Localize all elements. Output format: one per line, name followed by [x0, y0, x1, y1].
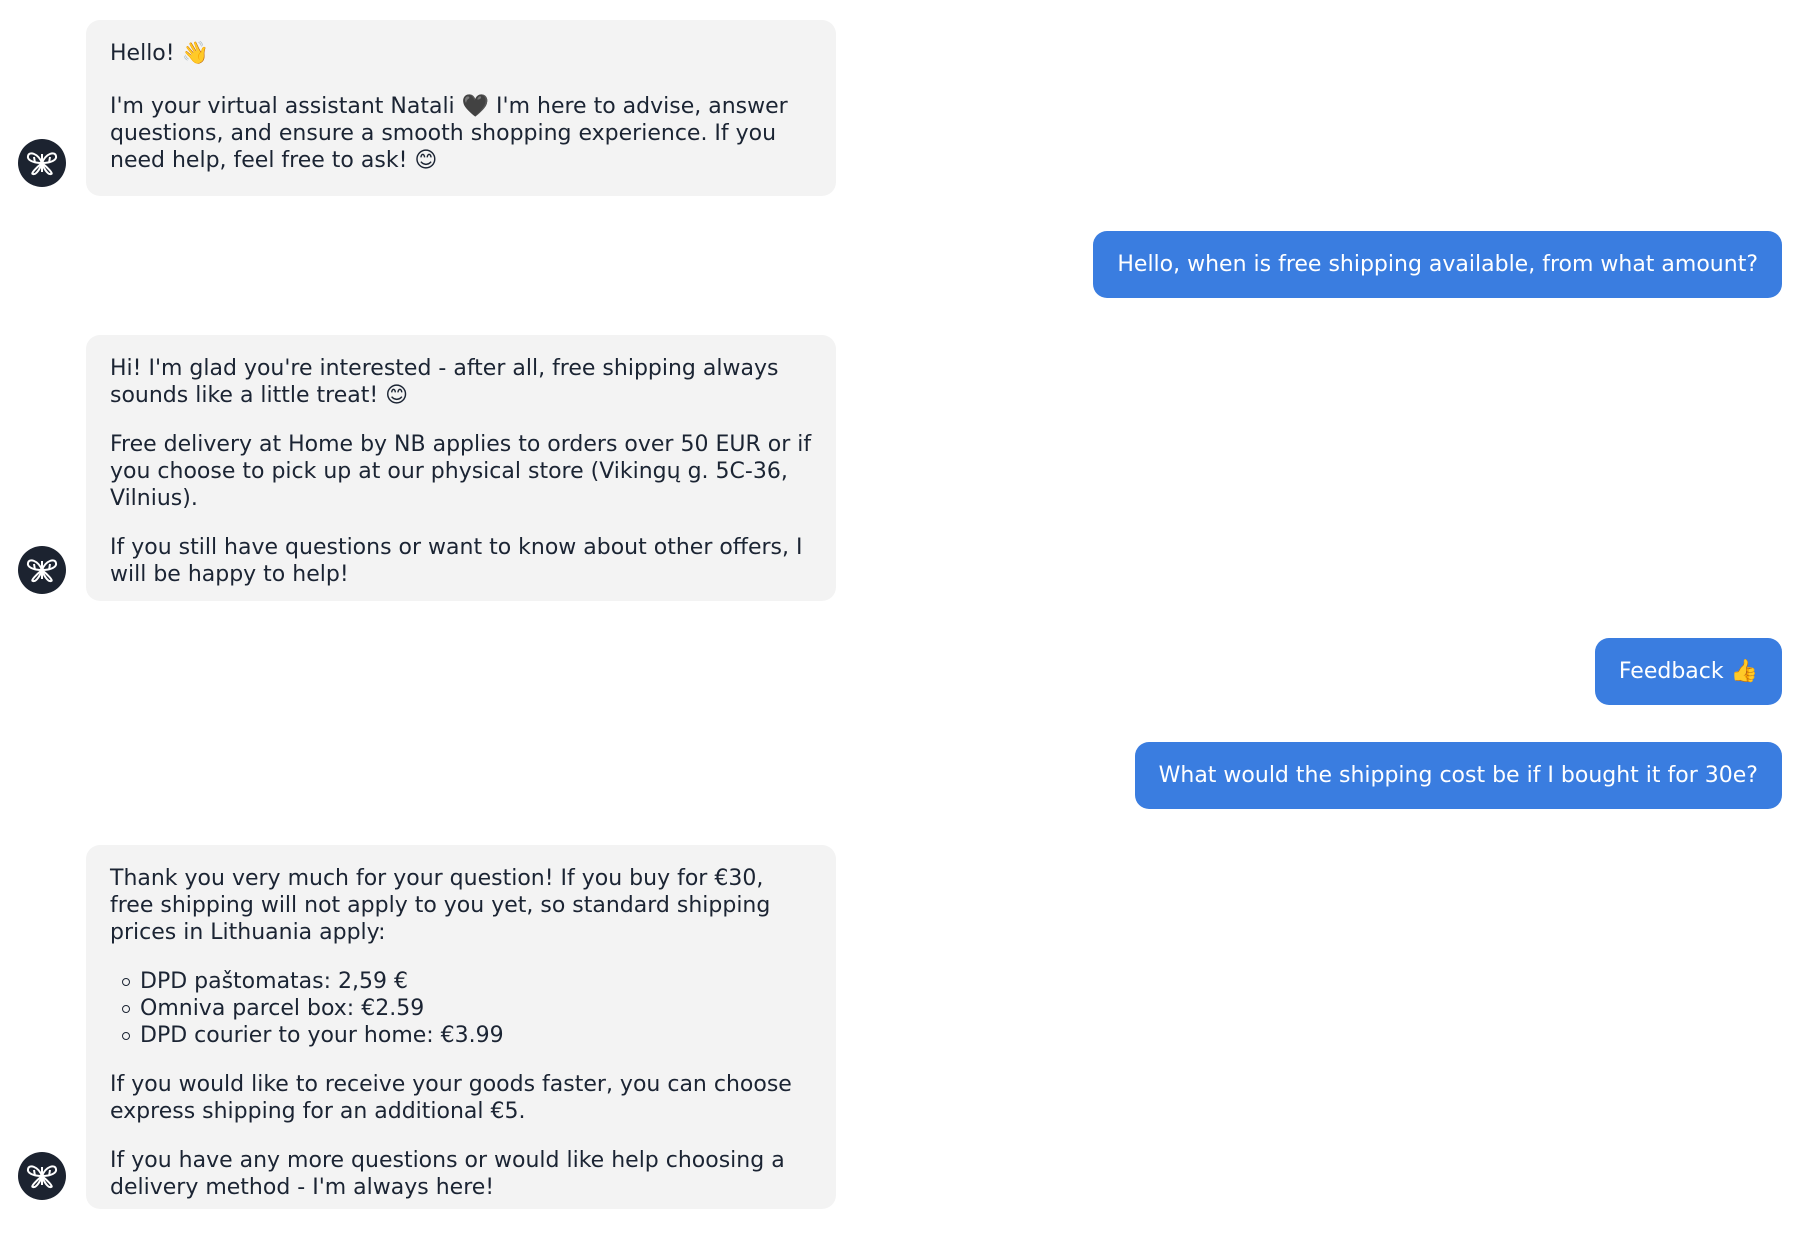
message-text: Thank you very much for your question! If you buy for €30, free shipping will not apply to you yet, so standard shipping prices in Lithuania apply: — [110, 866, 771, 945]
list-item: DPD courier to your home: €3.99 — [140, 1022, 812, 1049]
assistant-avatar — [18, 1152, 66, 1200]
message-text: If you have any more questions or would like help choosing a delivery method - I'm always here! — [110, 1148, 785, 1200]
butterfly-logo-icon — [25, 1163, 59, 1189]
message-text: Hello! 👋 — [110, 41, 209, 66]
feedback-button[interactable] — [1595, 638, 1782, 705]
shipping-price-list — [110, 968, 812, 1049]
message-text: I'm your virtual assistant Natali 🖤 I'm here to advise, answer questions, and ensure a smooth shopping experience. If you need help, feel free to ask! 😊 — [110, 94, 788, 173]
list-item: Omniva parcel box: €2.59 — [140, 995, 812, 1022]
bot-message — [86, 335, 836, 601]
user-message — [1093, 231, 1782, 298]
bot-message — [86, 20, 836, 196]
message-text: Free delivery at Home by NB applies to orders over 50 EUR or if you choose to pick up at our physical store (Vikingų g. 5C-36, Vilnius). — [110, 432, 812, 511]
user-message — [1135, 742, 1782, 809]
butterfly-logo-icon — [25, 150, 59, 176]
list-item: DPD paštomatas: 2,59 € — [140, 968, 812, 995]
message-text: Hi! I'm glad you're interested - after all, free shipping always sounds like a little treat! 😊 — [110, 356, 779, 408]
message-text: Hello, when is free shipping available, from what amount? — [1117, 252, 1758, 277]
message-text: If you would like to receive your goods faster, you can choose express shipping for an additional €5. — [110, 1072, 792, 1124]
message-text: If you still have questions or want to know about other offers, I will be happy to help! — [110, 535, 803, 587]
assistant-avatar — [18, 546, 66, 594]
message-text: What would the shipping cost be if I bought it for 30e? — [1158, 763, 1758, 788]
message-text: Feedback 👍 — [1618, 659, 1758, 684]
bot-message — [86, 845, 836, 1209]
assistant-avatar — [18, 139, 66, 187]
butterfly-logo-icon — [25, 557, 59, 583]
